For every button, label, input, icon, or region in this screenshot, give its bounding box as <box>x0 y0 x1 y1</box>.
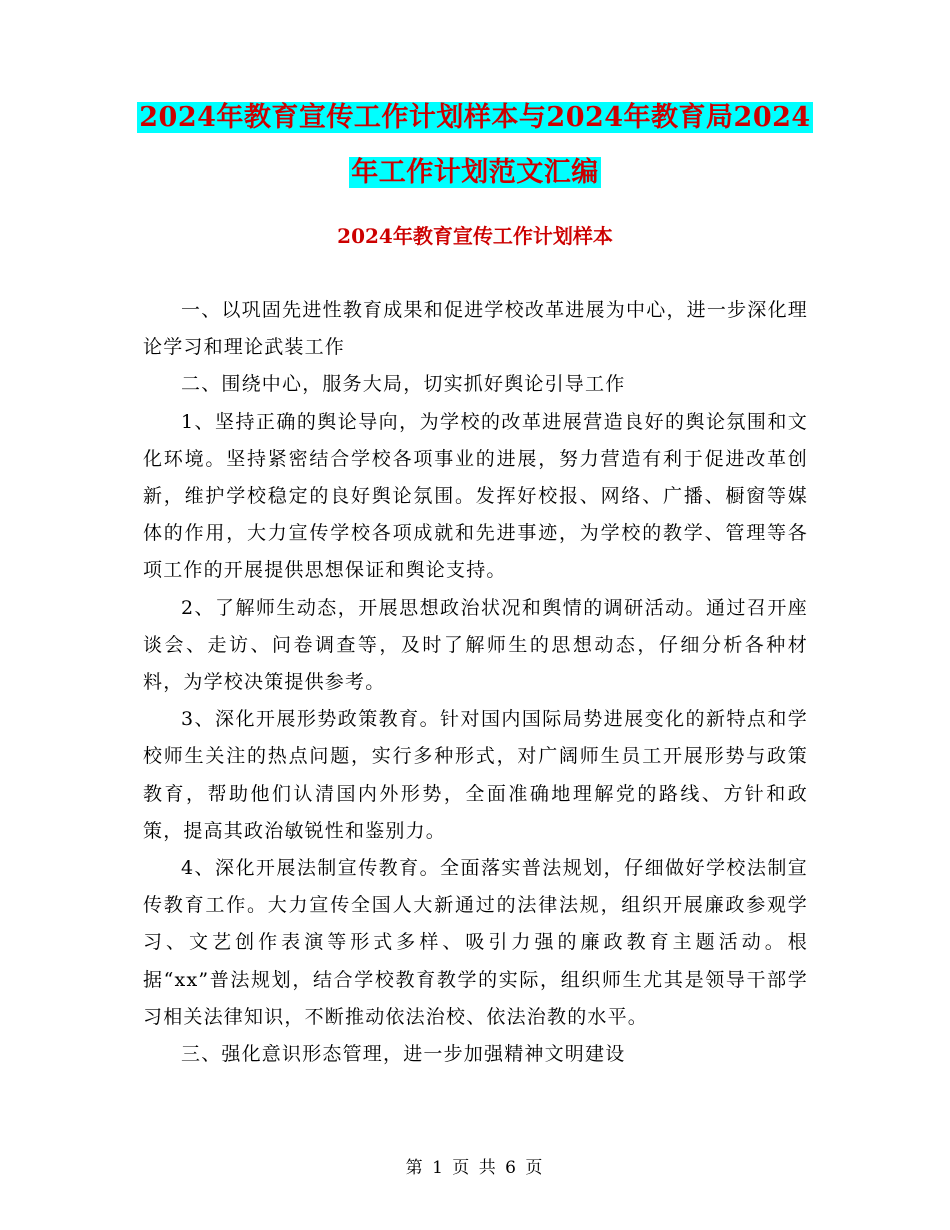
paragraph: 三、强化意识形态管理，进一步加强精神文明建设 <box>181 1043 626 1066</box>
document-title-line-1 <box>100 99 850 137</box>
document-title-line-2 <box>100 154 850 192</box>
paragraph: 一、以巩固先进性教育成果和促进学校改革进展为中心，进一步深化理论学习和理论武装工作 <box>143 299 808 359</box>
paragraph: 3、深化开展形势政策教育。针对国内国际局势进展变化的新特点和学校师生关注的热点问题，实行多种形式，对广阔师生员工开展形势与政策教育，帮助他们认清国内外形势，全面准确地理解党的路线、方针和政策，提高其政治敏锐性和鉴别力。 <box>143 708 808 842</box>
title-highlight-2: 年工作计划范文汇编 <box>351 157 599 188</box>
paragraph: 二、围绕中心，服务大局，切实抓好舆论引导工作 <box>181 373 626 396</box>
paragraph: 4、深化开展法制宣传教育。全面落实普法规划，仔细做好学校法制宣传教育工作。大力宣传全国人大新通过的法律法规，组织开展廉政参观学习、文艺创作表演等形式多样、吸引力强的廉政教育主题活动。根据“xx”普法规划，结合学校教育教学的实际，组织师生尤其是领导干部学习相关法律知识，不断推动依法治校、依法治教的水平。 <box>143 857 808 1028</box>
paragraph: 1、坚持正确的舆论导向，为学校的改革进展营造良好的舆论氛围和文化环境。坚持紧密结合学校各项事业的进展，努力营造有利于促进改革创新，维护学校稳定的良好舆论氛围。发挥好校报、网络、广播、橱窗等媒体的作用，大力宣传学校各项成就和先进事迹，为学校的教学、管理等各项工作的开展提供思想保证和舆论支持。 <box>143 410 808 582</box>
title-highlight-1: 2024年教育宣传工作计划样本与2024年教育局2024 <box>139 102 811 133</box>
page-footer: 第 1 页 共 6 页 <box>405 1158 545 1178</box>
paragraph: 2、了解师生动态，开展思想政治状况和舆情的调研活动。通过召开座谈会、走访、问卷调查等，及时了解师生的思想动态，仔细分析各种材料，为学校决策提供参考。 <box>143 596 808 694</box>
section-subtitle: 2024年教育宣传工作计划样本 <box>337 224 613 248</box>
document-body <box>143 292 808 1073</box>
